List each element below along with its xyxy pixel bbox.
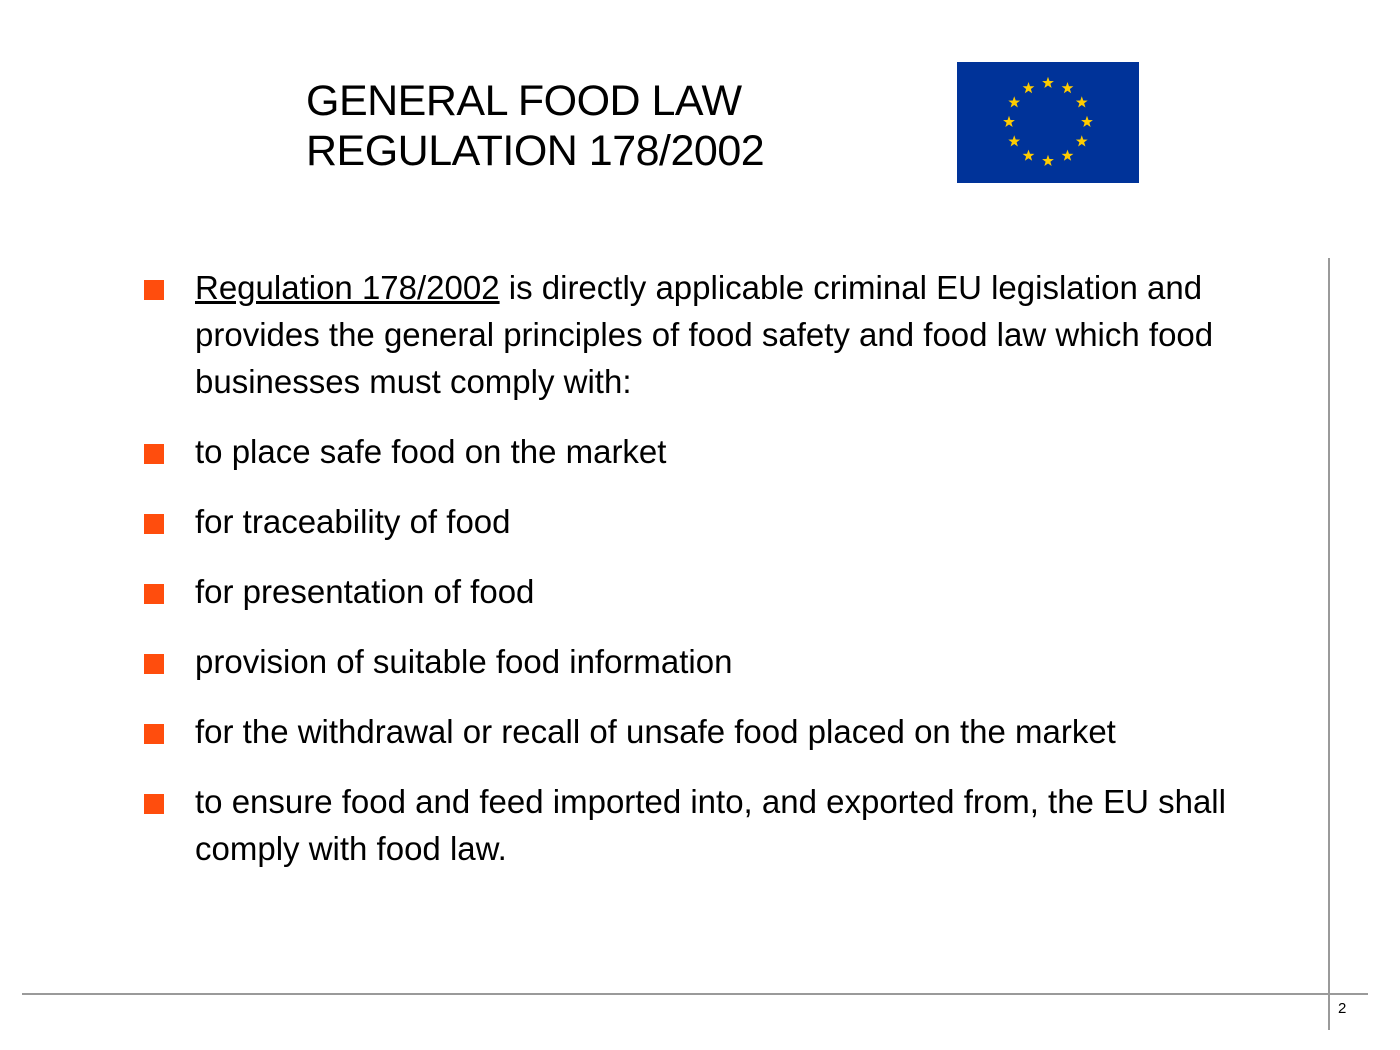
bullet-marker [144,724,164,744]
bullet-item-safe-food [144,428,1304,475]
bullet-marker [144,444,164,464]
bullet-marker [144,280,164,300]
bullet-marker [144,654,164,674]
eu-flag-icon [957,62,1139,183]
bullet-item-presentation [144,568,1304,615]
horizontal-divider [22,993,1368,995]
bullet-text: for the withdrawal or recall of unsafe food placed on the market [195,713,1116,750]
slide-title-line-1: GENERAL FOOD LAW [306,77,742,125]
bullet-text: is directly applicable criminal EU legislation and provides the general principles of food safety and food law which food businesses must comply with: [195,269,1214,400]
bullet-item-traceability [144,498,1304,545]
regulation-link[interactable]: Regulation 178/2002 [195,269,500,306]
bullet-item-withdrawal [144,708,1304,755]
bullet-marker [144,514,164,534]
bullet-text: to place safe food on the market [195,433,667,470]
bullet-item-import-export [144,778,1304,872]
page-number: 2 [1338,1000,1347,1017]
slide-title [306,76,764,176]
slide-title-line-2: REGULATION 178/2002 [306,127,765,175]
bullet-marker [144,584,164,604]
bullet-list [144,264,1304,895]
bullet-text: provision of suitable food information [195,643,733,680]
bullet-marker [144,794,164,814]
bullet-text: for traceability of food [195,503,511,540]
bullet-text: to ensure food and feed imported into, and exported from, the EU shall comply with food law. [195,783,1226,867]
vertical-divider [1328,258,1330,1030]
bullet-item-information [144,638,1304,685]
bullet-item-regulation [144,264,1304,405]
bullet-text: for presentation of food [195,573,535,610]
